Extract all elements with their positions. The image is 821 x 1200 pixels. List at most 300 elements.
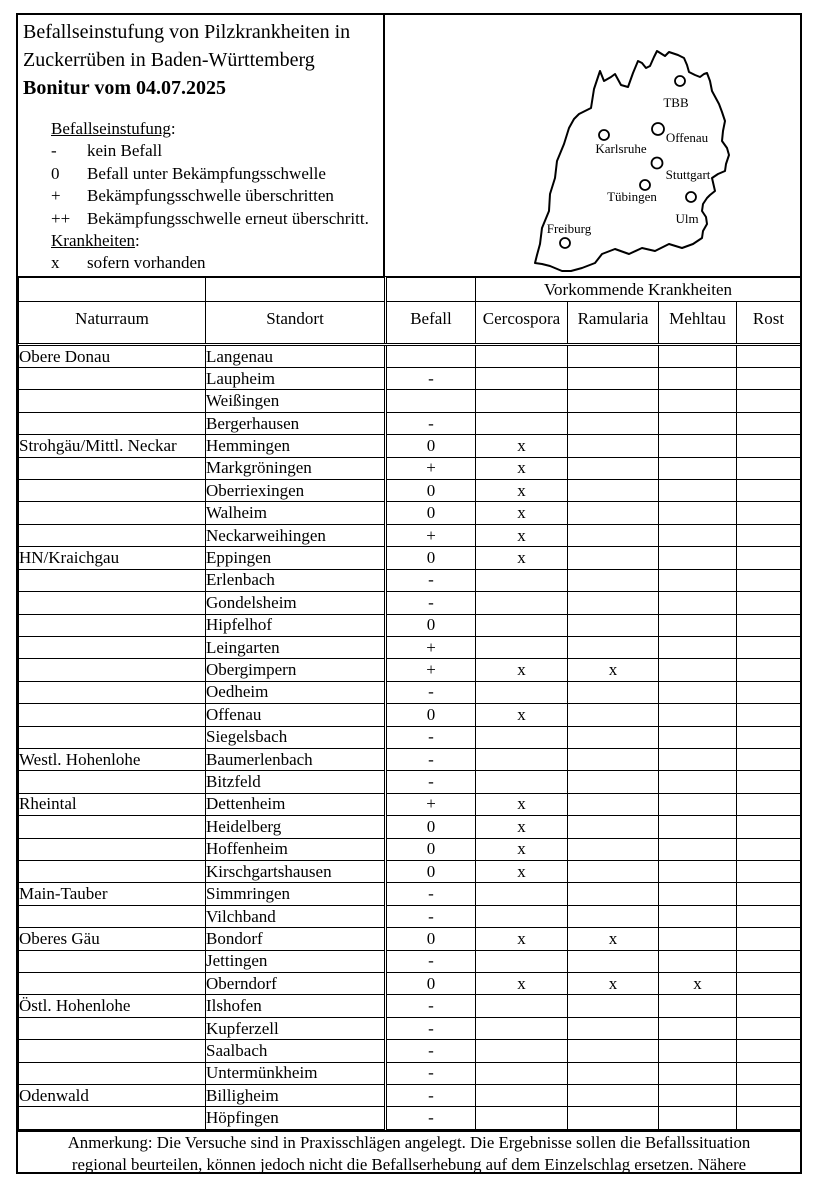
column-header-cercospora: Cercospora [476, 302, 568, 345]
rost-cell [737, 883, 801, 905]
rost-cell [737, 592, 801, 614]
title-block [18, 15, 385, 276]
cercospora-cell [476, 748, 568, 770]
naturraum-cell: Rheintal [19, 793, 206, 815]
standort-cell: Baumerlenbach [206, 748, 386, 770]
legend-text: Bekämpfungsschwelle überschritten [87, 186, 334, 206]
mehltau-cell [659, 1085, 737, 1107]
standort-cell: Oberndorf [206, 973, 386, 995]
befall-cell: - [386, 681, 476, 703]
table-row [19, 480, 801, 502]
cercospora-cell [476, 950, 568, 972]
table-row [19, 704, 801, 726]
rost-cell [737, 659, 801, 681]
legend-heading2-text: Krankheiten [51, 231, 136, 251]
table-row [19, 793, 801, 815]
naturraum-cell [19, 838, 206, 860]
legend-symbol: x [51, 253, 60, 273]
legend-heading1-colon: : [170, 119, 176, 138]
cercospora-cell: x [476, 973, 568, 995]
cercospora-cell: x [476, 457, 568, 479]
rost-cell [737, 816, 801, 838]
legend-item [51, 252, 377, 274]
table-row [19, 1017, 801, 1039]
footer-line1: Anmerkung: Die Versuche sind in Praxisschlägen angelegt. Die Ergebnisse sollen die Befallssituation [67, 1133, 751, 1152]
table-row [19, 771, 801, 793]
legend-heading2-colon: : [135, 231, 140, 251]
mehltau-cell [659, 524, 737, 546]
city-label: Karlsruhe [595, 141, 647, 156]
ramularia-cell [568, 1040, 659, 1062]
naturraum-cell [19, 973, 206, 995]
standort-cell: Höpfingen [206, 1107, 386, 1130]
city-label: Ulm [675, 211, 699, 226]
naturraum-cell [19, 480, 206, 502]
ramularia-cell [568, 704, 659, 726]
cercospora-cell [476, 390, 568, 412]
naturraum-cell [19, 1017, 206, 1039]
mehltau-cell [659, 345, 737, 368]
legend-text: kein Befall [87, 141, 163, 161]
befall-cell: - [386, 592, 476, 614]
mehltau-cell [659, 412, 737, 434]
standort-cell: Heidelberg [206, 816, 386, 838]
standort-cell: Erlenbach [206, 569, 386, 591]
mehltau-cell [659, 748, 737, 770]
naturraum-cell [19, 816, 206, 838]
table-row [19, 390, 801, 412]
ramularia-cell [568, 547, 659, 569]
legend-heading1-text: Befallseinstufung [51, 119, 171, 138]
rost-cell [737, 345, 801, 368]
ramularia-cell [568, 681, 659, 703]
page-title-line1: Befallseinstufung von Pilzkrankheiten in [23, 21, 351, 43]
city-label: Stuttgart [665, 167, 711, 182]
rost-cell [737, 905, 801, 927]
table-row [19, 905, 801, 927]
standort-cell: Kupferzell [206, 1017, 386, 1039]
table-row [19, 995, 801, 1017]
mehltau-cell [659, 547, 737, 569]
ramularia-cell [568, 569, 659, 591]
city-dot-icon [599, 130, 609, 140]
table-row [19, 659, 801, 681]
mehltau-cell [659, 816, 737, 838]
table-row [19, 547, 801, 569]
mehltau-cell [659, 1062, 737, 1084]
cercospora-cell [476, 569, 568, 591]
cercospora-cell [476, 726, 568, 748]
map-svg [385, 15, 800, 276]
ramularia-cell [568, 345, 659, 368]
ramularia-cell: x [568, 928, 659, 950]
standort-cell: Simmringen [206, 883, 386, 905]
mehltau-cell [659, 457, 737, 479]
standort-cell: Eppingen [206, 547, 386, 569]
cercospora-cell [476, 412, 568, 434]
column-header-naturraum: Naturraum [19, 302, 206, 345]
naturraum-cell [19, 390, 206, 412]
standort-cell: Billigheim [206, 1085, 386, 1107]
mehltau-cell [659, 502, 737, 524]
city-dot-icon [560, 238, 570, 248]
standort-cell: Leingarten [206, 636, 386, 658]
table-row [19, 816, 801, 838]
mehltau-cell [659, 704, 737, 726]
table-row [19, 1085, 801, 1107]
cercospora-cell [476, 636, 568, 658]
legend-text: Bekämpfungsschwelle erneut überschritt. [87, 208, 369, 228]
befall-cell: 0 [386, 547, 476, 569]
mehltau-cell [659, 592, 737, 614]
rost-cell [737, 1062, 801, 1084]
befall-cell: - [386, 726, 476, 748]
befall-cell: 0 [386, 816, 476, 838]
standort-cell: Hemmingen [206, 435, 386, 457]
naturraum-cell [19, 614, 206, 636]
ramularia-cell [568, 1107, 659, 1130]
naturraum-cell [19, 502, 206, 524]
ramularia-cell [568, 614, 659, 636]
befall-cell: - [386, 1085, 476, 1107]
naturraum-cell: Obere Donau [19, 345, 206, 368]
naturraum-cell: Main-Tauber [19, 883, 206, 905]
naturraum-cell [19, 704, 206, 726]
ramularia-cell [568, 860, 659, 882]
table-row [19, 614, 801, 636]
ramularia-cell [568, 524, 659, 546]
ramularia-cell [568, 771, 659, 793]
cercospora-cell [476, 614, 568, 636]
standort-cell: Walheim [206, 502, 386, 524]
city-label: Tübingen [607, 189, 657, 204]
standort-cell: Obergimpern [206, 659, 386, 681]
city-dot-icon [652, 123, 664, 135]
mehltau-cell [659, 1107, 737, 1130]
legend-symbol: + [51, 186, 61, 206]
naturraum-cell [19, 636, 206, 658]
naturraum-cell [19, 368, 206, 390]
cercospora-cell: x [476, 928, 568, 950]
ramularia-cell [568, 726, 659, 748]
naturraum-cell [19, 771, 206, 793]
rost-cell [737, 524, 801, 546]
naturraum-cell [19, 1040, 206, 1062]
naturraum-cell [19, 860, 206, 882]
mehltau-cell [659, 860, 737, 882]
standort-cell: Vilchband [206, 905, 386, 927]
rost-cell [737, 435, 801, 457]
ramularia-cell [568, 816, 659, 838]
naturraum-cell [19, 726, 206, 748]
naturraum-cell: Oberes Gäu [19, 928, 206, 950]
legend-text: sofern vorhanden [87, 253, 206, 273]
table-row [19, 928, 801, 950]
ramularia-cell [568, 838, 659, 860]
table-body [19, 345, 801, 1130]
table-row [19, 681, 801, 703]
rost-cell [737, 681, 801, 703]
naturraum-cell [19, 412, 206, 434]
naturraum-cell: Odenwald [19, 1085, 206, 1107]
rost-cell [737, 636, 801, 658]
column-header-mehltau: Mehltau [659, 302, 737, 345]
cercospora-cell: x [476, 816, 568, 838]
page-title-line2: Zuckerrüben in Baden-Württemberg [23, 49, 315, 71]
standort-cell: Kirschgartshausen [206, 860, 386, 882]
cercospora-cell [476, 681, 568, 703]
standort-cell: Bergerhausen [206, 412, 386, 434]
cercospora-cell [476, 592, 568, 614]
rost-cell [737, 704, 801, 726]
cercospora-cell [476, 1040, 568, 1062]
table-row [19, 883, 801, 905]
standort-cell: Gondelsheim [206, 592, 386, 614]
befall-cell: - [386, 748, 476, 770]
befall-cell: + [386, 636, 476, 658]
befall-cell: 0 [386, 614, 476, 636]
befall-cell: - [386, 1040, 476, 1062]
cercospora-cell: x [476, 793, 568, 815]
cercospora-cell [476, 368, 568, 390]
befall-cell: + [386, 659, 476, 681]
cercospora-cell: x [476, 480, 568, 502]
legend-symbol: 0 [51, 163, 60, 183]
befall-cell: - [386, 569, 476, 591]
standort-cell: Offenau [206, 704, 386, 726]
rost-cell [737, 838, 801, 860]
legend-heading-befallseinstufung [51, 118, 377, 140]
legend [51, 118, 377, 275]
rost-cell [737, 368, 801, 390]
ramularia-cell [568, 502, 659, 524]
cercospora-cell: x [476, 435, 568, 457]
mehltau-cell [659, 793, 737, 815]
naturraum-cell [19, 1107, 206, 1130]
standort-cell: Jettingen [206, 950, 386, 972]
table-row [19, 502, 801, 524]
table-row [19, 524, 801, 546]
naturraum-cell [19, 569, 206, 591]
footer-note [18, 1130, 800, 1175]
cercospora-cell: x [476, 704, 568, 726]
naturraum-cell [19, 1062, 206, 1084]
empty-header-cell [19, 278, 206, 302]
mehltau-cell [659, 614, 737, 636]
rost-cell [737, 860, 801, 882]
cercospora-cell [476, 345, 568, 368]
naturraum-cell: HN/Kraichgau [19, 547, 206, 569]
ramularia-cell [568, 457, 659, 479]
cercospora-cell [476, 883, 568, 905]
table-row [19, 950, 801, 972]
legend-symbol: - [51, 141, 57, 161]
group-header-row [19, 278, 801, 302]
rost-cell [737, 1107, 801, 1130]
mehltau-cell [659, 368, 737, 390]
map-block [385, 15, 800, 276]
befall-cell: 0 [386, 704, 476, 726]
cercospora-cell [476, 1107, 568, 1130]
befall-cell: - [386, 1107, 476, 1130]
table-row [19, 457, 801, 479]
standort-cell: Bitzfeld [206, 771, 386, 793]
ramularia-cell [568, 995, 659, 1017]
ramularia-cell [568, 435, 659, 457]
ramularia-cell [568, 905, 659, 927]
mehltau-cell [659, 659, 737, 681]
legend-item [51, 185, 377, 207]
befall-cell: + [386, 457, 476, 479]
table-row [19, 412, 801, 434]
table-row [19, 345, 801, 368]
legend-text: Befall unter Bekämpfungsschwelle [87, 163, 326, 183]
city-dot-icon [686, 192, 696, 202]
rost-cell [737, 614, 801, 636]
befall-cell: 0 [386, 928, 476, 950]
naturraum-cell: Strohgäu/Mittl. Neckar [19, 435, 206, 457]
cercospora-cell [476, 771, 568, 793]
befall-cell: - [386, 1062, 476, 1084]
naturraum-cell [19, 592, 206, 614]
mehltau-cell [659, 681, 737, 703]
table-row [19, 592, 801, 614]
standort-cell: Untermünkheim [206, 1062, 386, 1084]
mehltau-cell [659, 771, 737, 793]
cercospora-cell: x [476, 502, 568, 524]
table-row [19, 860, 801, 882]
standort-cell: Neckarweihingen [206, 524, 386, 546]
table-row [19, 569, 801, 591]
column-header-standort: Standort [206, 302, 386, 345]
city-label: Freiburg [546, 221, 592, 236]
ramularia-cell [568, 1085, 659, 1107]
befall-cell: 0 [386, 973, 476, 995]
rost-cell [737, 748, 801, 770]
column-header-ramularia: Ramularia [568, 302, 659, 345]
befall-cell: - [386, 905, 476, 927]
cercospora-cell: x [476, 547, 568, 569]
naturraum-cell [19, 950, 206, 972]
ramularia-cell: x [568, 973, 659, 995]
befall-cell: - [386, 883, 476, 905]
table-header [19, 278, 801, 345]
legend-item [51, 163, 377, 185]
befall-cell: 0 [386, 502, 476, 524]
standort-cell: Hoffenheim [206, 838, 386, 860]
ramularia-cell [568, 1017, 659, 1039]
column-header-row [19, 302, 801, 345]
befall-cell: 0 [386, 480, 476, 502]
mehltau-cell [659, 569, 737, 591]
mehltau-cell [659, 883, 737, 905]
standort-cell: Oberriexingen [206, 480, 386, 502]
mehltau-cell [659, 726, 737, 748]
legend-heading-krankheiten [51, 230, 377, 252]
befall-cell: - [386, 995, 476, 1017]
standort-cell: Dettenheim [206, 793, 386, 815]
befall-cell: 0 [386, 435, 476, 457]
table-row [19, 726, 801, 748]
report-page [16, 13, 802, 1174]
cercospora-cell [476, 1085, 568, 1107]
top-section [18, 15, 800, 277]
rost-cell [737, 950, 801, 972]
empty-header-cell [206, 278, 386, 302]
group-header-vorkommende-krankheiten: Vorkommende Krankheiten [476, 278, 801, 302]
ramularia-cell [568, 793, 659, 815]
naturraum-cell [19, 905, 206, 927]
mehltau-cell [659, 636, 737, 658]
befall-cell: - [386, 1017, 476, 1039]
column-header-befall: Befall [386, 302, 476, 345]
mehltau-cell [659, 905, 737, 927]
table-row [19, 1040, 801, 1062]
ramularia-cell [568, 1062, 659, 1084]
mehltau-cell [659, 1040, 737, 1062]
mehltau-cell [659, 928, 737, 950]
column-header-rost: Rost [737, 302, 801, 345]
ramularia-cell [568, 592, 659, 614]
naturraum-cell [19, 524, 206, 546]
city-dot-icon [652, 158, 663, 169]
befall-cell: + [386, 793, 476, 815]
rost-cell [737, 457, 801, 479]
footer-line2: regional beurteilen, können jedoch nicht die Befallserhebung auf dem Einzelschlag ersetzen. Nähere [71, 1154, 747, 1174]
ramularia-cell [568, 636, 659, 658]
page-title-date: Bonitur vom 04.07.2025 [23, 77, 226, 99]
ramularia-cell [568, 480, 659, 502]
rost-cell [737, 1017, 801, 1039]
legend-item [51, 208, 377, 230]
befall-cell: 0 [386, 860, 476, 882]
mehltau-cell [659, 390, 737, 412]
ramularia-cell [568, 950, 659, 972]
ramularia-cell [568, 748, 659, 770]
standort-cell: Saalbach [206, 1040, 386, 1062]
standort-cell: Bondorf [206, 928, 386, 950]
befall-cell: 0 [386, 838, 476, 860]
table-row [19, 838, 801, 860]
cercospora-cell [476, 1062, 568, 1084]
ramularia-cell [568, 412, 659, 434]
standort-cell: Weißingen [206, 390, 386, 412]
standort-cell: Siegelsbach [206, 726, 386, 748]
standort-cell: Laupheim [206, 368, 386, 390]
cercospora-cell [476, 1017, 568, 1039]
table-row [19, 1062, 801, 1084]
table-row [19, 368, 801, 390]
naturraum-cell [19, 681, 206, 703]
legend-symbol: ++ [51, 208, 71, 228]
mehltau-cell [659, 950, 737, 972]
standort-cell: Ilshofen [206, 995, 386, 1017]
cercospora-cell: x [476, 838, 568, 860]
mehltau-cell [659, 995, 737, 1017]
rost-cell [737, 547, 801, 569]
rost-cell [737, 480, 801, 502]
befall-cell: - [386, 771, 476, 793]
cercospora-cell: x [476, 524, 568, 546]
befall-cell: - [386, 412, 476, 434]
mehltau-cell: x [659, 973, 737, 995]
naturraum-cell: Westl. Hohenlohe [19, 748, 206, 770]
ramularia-cell: x [568, 659, 659, 681]
befall-cell: - [386, 950, 476, 972]
table-row [19, 1107, 801, 1130]
mehltau-cell [659, 838, 737, 860]
cercospora-cell: x [476, 860, 568, 882]
